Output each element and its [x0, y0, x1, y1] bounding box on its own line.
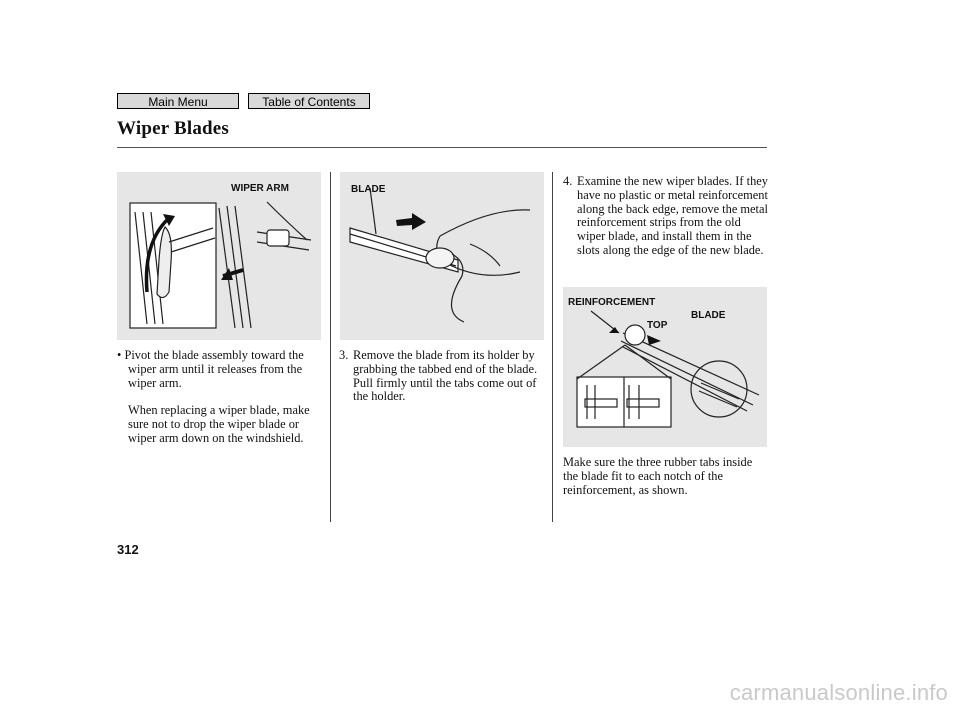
wiper-arm-figure [117, 172, 321, 340]
page-title: Wiper Blades [117, 118, 230, 139]
watermark: carmanualsonline.info [729, 680, 948, 705]
page-number: 312 [117, 542, 139, 557]
bullet-marker: • [117, 348, 122, 362]
blade-label-2: BLADE [691, 310, 726, 321]
wiper-arm-label: WIPER ARM [231, 183, 289, 194]
table-of-contents-button[interactable]: Table of Contents [248, 93, 370, 109]
step-4-text: Examine the new wiper blades. If they have no plastic or metal reinforcement along the back edge, remove the metal reinforcement strips from the old wiper blade, and install them in the slots along the edge of the new blade. [577, 174, 768, 257]
step-4-number: 4. [563, 174, 573, 188]
top-label: TOP [647, 320, 668, 331]
reinforcement-label: REINFORCEMENT [568, 297, 656, 308]
bullet-text: Pivot the blade assembly toward the wiper arm until it releases from the wiper arm. [124, 348, 304, 390]
col1-note-paragraph: When replacing a wiper blade, make sure not to drop the wiper blade or wiper arm down on the windshield. [128, 403, 310, 445]
col3-step-paragraph [563, 174, 769, 258]
main-menu-button[interactable]: Main Menu [117, 93, 239, 109]
col2-step-paragraph [339, 348, 544, 404]
column-divider-1 [330, 172, 331, 522]
col1-bullet-paragraph [117, 349, 322, 390]
step-3-text: Remove the blade from its holder by grabbing the tabbed end of the blade. Pull firmly until the tabs come out of the holder. [353, 348, 538, 404]
blade-removal-figure [340, 172, 544, 340]
reinforcement-figure [563, 287, 767, 447]
step-3-number: 3. [339, 348, 349, 362]
title-divider [117, 147, 767, 148]
col3-after-paragraph: Make sure the three rubber tabs inside the blade fit to each notch of the reinforcement, as shown. [563, 455, 753, 497]
blade-removal-illustration [340, 172, 544, 340]
column-divider-2 [552, 172, 553, 522]
blade-label: BLADE [351, 184, 386, 195]
reinforcement-illustration [563, 287, 767, 447]
wiper-arm-illustration [117, 172, 321, 340]
